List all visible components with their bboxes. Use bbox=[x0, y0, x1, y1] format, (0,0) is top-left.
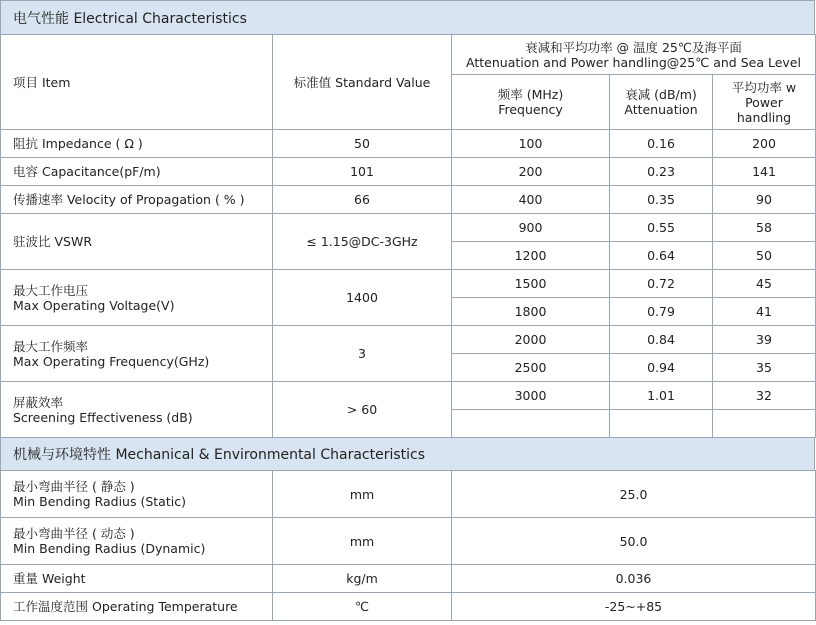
property-name: 阻抗 Impedance ( Ω ) bbox=[1, 130, 273, 158]
power-header-en-1: Power bbox=[745, 94, 783, 110]
power-cell bbox=[713, 410, 816, 438]
frequency-header-en: Frequency bbox=[498, 102, 563, 117]
power-cell: 45 bbox=[713, 270, 816, 298]
frequency-cell: 400 bbox=[452, 186, 610, 214]
power-cell: 50 bbox=[713, 242, 816, 270]
mechanical-section-title: 机械与环境特性 Mechanical & Environmental Characteristics bbox=[0, 437, 815, 471]
property-name-cn: 最大工作频率 bbox=[13, 338, 89, 354]
attenuation-cell: 0.79 bbox=[610, 298, 713, 326]
unit-cell: mm bbox=[273, 471, 452, 518]
property-value: 1400 bbox=[273, 270, 452, 326]
frequency-cell: 200 bbox=[452, 158, 610, 186]
table-row bbox=[1, 565, 816, 593]
frequency-cell: 2500 bbox=[452, 354, 610, 382]
attenuation-header-en: Attenuation bbox=[624, 102, 698, 117]
value-cell: -25~+85 bbox=[452, 593, 816, 621]
frequency-cell: 1800 bbox=[452, 298, 610, 326]
property-value: 50 bbox=[273, 130, 452, 158]
power-header-cn: 平均功率 w bbox=[731, 79, 797, 95]
unit-cell: kg/m bbox=[273, 565, 452, 593]
attenuation-cell: 0.23 bbox=[610, 158, 713, 186]
unit-cell: mm bbox=[273, 518, 452, 565]
property-name-cn: 屏蔽效率 bbox=[13, 394, 64, 410]
electrical-table bbox=[0, 34, 816, 438]
electrical-section-title: 电气性能 Electrical Characteristics bbox=[0, 0, 815, 35]
table-row bbox=[1, 214, 816, 242]
frequency-cell: 100 bbox=[452, 130, 610, 158]
property-name-cn: 最小弯曲半径 ( 静态 ) bbox=[13, 479, 135, 494]
property-name bbox=[1, 270, 273, 326]
frequency-cell: 1500 bbox=[452, 270, 610, 298]
table-row bbox=[1, 593, 816, 621]
property-name bbox=[1, 518, 273, 565]
power-cell: 35 bbox=[713, 354, 816, 382]
property-name: 工作温度范围 Operating Temperature bbox=[1, 593, 273, 621]
property-name bbox=[1, 326, 273, 382]
property-name: 重量 Weight bbox=[1, 565, 273, 593]
mechanical-table bbox=[0, 470, 816, 621]
property-value: 66 bbox=[273, 186, 452, 214]
frequency-cell bbox=[452, 410, 610, 438]
table-row bbox=[1, 518, 816, 565]
attenuation-group-header-en: Attenuation and Power handling@25℃ and Sea Level bbox=[466, 54, 801, 70]
frequency-header-cn: 频率 (MHz) bbox=[497, 87, 564, 102]
header-row bbox=[1, 35, 816, 75]
frequency-cell: 2000 bbox=[452, 326, 610, 354]
table-row bbox=[1, 186, 816, 214]
attenuation-cell: 0.94 bbox=[610, 354, 713, 382]
table-row bbox=[1, 471, 816, 518]
item-header: 项目 Item bbox=[1, 35, 273, 130]
property-name-cn: 最大工作电压 bbox=[13, 282, 89, 298]
property-value: ≤ 1.15@DC-3GHz bbox=[273, 214, 452, 270]
property-name: 驻波比 VSWR bbox=[1, 214, 273, 270]
power-header-en-2: handling bbox=[736, 109, 792, 125]
attenuation-header bbox=[610, 75, 713, 130]
table-row bbox=[1, 270, 816, 298]
value-cell: 25.0 bbox=[452, 471, 816, 518]
property-name-en: Max Operating Frequency(GHz) bbox=[13, 353, 210, 369]
attenuation-cell: 1.01 bbox=[610, 382, 713, 410]
attenuation-cell bbox=[610, 410, 713, 438]
property-name-cn: 最小弯曲半径 ( 动态 ) bbox=[13, 526, 135, 541]
power-header bbox=[713, 75, 816, 130]
property-name: 传播速率 Velocity of Propagation ( % ) bbox=[1, 186, 273, 214]
value-cell: 0.036 bbox=[452, 565, 816, 593]
power-cell: 58 bbox=[713, 214, 816, 242]
table-row bbox=[1, 382, 816, 410]
property-name-en: Min Bending Radius (Static) bbox=[13, 494, 186, 509]
power-cell: 39 bbox=[713, 326, 816, 354]
table-row bbox=[1, 130, 816, 158]
table-row bbox=[1, 326, 816, 354]
power-cell: 41 bbox=[713, 298, 816, 326]
attenuation-cell: 0.72 bbox=[610, 270, 713, 298]
property-name bbox=[1, 382, 273, 438]
property-name-en: Max Operating Voltage(V) bbox=[13, 297, 175, 313]
frequency-cell: 3000 bbox=[452, 382, 610, 410]
frequency-header bbox=[452, 75, 610, 130]
table-row bbox=[1, 158, 816, 186]
attenuation-cell: 0.55 bbox=[610, 214, 713, 242]
property-name: 电容 Capacitance(pF/m) bbox=[1, 158, 273, 186]
property-value: 101 bbox=[273, 158, 452, 186]
frequency-cell: 1200 bbox=[452, 242, 610, 270]
standard-value-header: 标准值 Standard Value bbox=[273, 35, 452, 130]
property-name-en: Min Bending Radius (Dynamic) bbox=[13, 541, 206, 556]
attenuation-header-cn: 衰减 (dB/m) bbox=[625, 87, 697, 102]
attenuation-cell: 0.16 bbox=[610, 130, 713, 158]
attenuation-group-header-cn: 衰减和平均功率 @ 温度 25℃及海平面 bbox=[525, 39, 742, 55]
property-value: 3 bbox=[273, 326, 452, 382]
attenuation-group-header bbox=[452, 35, 816, 75]
power-cell: 32 bbox=[713, 382, 816, 410]
property-name-en: Screening Effectiveness (dB) bbox=[13, 409, 193, 425]
property-name bbox=[1, 471, 273, 518]
attenuation-cell: 0.35 bbox=[610, 186, 713, 214]
attenuation-cell: 0.84 bbox=[610, 326, 713, 354]
value-cell: 50.0 bbox=[452, 518, 816, 565]
power-cell: 200 bbox=[713, 130, 816, 158]
frequency-cell: 900 bbox=[452, 214, 610, 242]
property-value: > 60 bbox=[273, 382, 452, 438]
power-cell: 90 bbox=[713, 186, 816, 214]
power-cell: 141 bbox=[713, 158, 816, 186]
attenuation-cell: 0.64 bbox=[610, 242, 713, 270]
unit-cell: ℃ bbox=[273, 593, 452, 621]
